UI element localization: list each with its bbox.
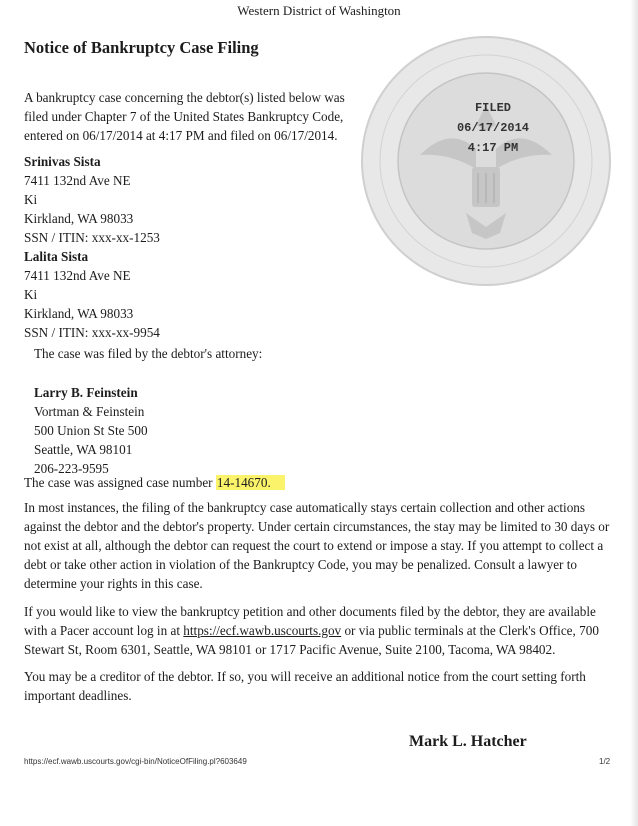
- attorney-name: Larry B. Feinstein: [34, 385, 138, 400]
- attorney-street: 500 Union St Ste 500: [34, 423, 148, 438]
- pacer-text-after: or via public terminals at the Clerk's Office, 700 Stewart St, Room 6301, Seattle, WA 98101 or 1717 Pacific Avenue, Suite 2100, Tacoma, WA 98402.: [24, 623, 599, 657]
- clerk-signature: Mark L. Hatcher: [409, 733, 527, 750]
- intro-paragraph: A bankruptcy case concerning the debtor(s) listed below was filed under Chapter 7 of the United States Bankruptcy Code, entered on 06/17/2014 at 4:17 PM and filed on 06/17/2014.: [24, 90, 345, 143]
- stay-paragraph: In most instances, the filing of the bankruptcy case automatically stays certain collection and other actions against the debtor and the debtor's property. Under certain circumstances, the stay may be limited to 30 days or not exist at all, although the debtor can request the court to extend or impose a stay. If you attempt to collect a debt or take other action in violation of the Bankruptcy Code, you may be penalized. Consult a lawyer to determine your rights in this case.: [24, 500, 610, 591]
- pacer-text-before: If you would like to view the bankruptcy petition and other documents filed by the debtor, they are available with a Pacer account log in at: [24, 604, 596, 638]
- attorney-intro: The case was filed by the debtor's attorney:: [34, 346, 263, 361]
- debtor-block: [24, 247, 160, 342]
- page-number: 1/2: [599, 757, 611, 766]
- notice-title: Notice of Bankruptcy Case Filing: [24, 38, 259, 57]
- debtor-address-line2: Ki: [24, 192, 38, 207]
- debtor-address-line2: Ki: [24, 287, 38, 302]
- creditor-paragraph: You may be a creditor of the debtor. If so, you will receive an additional notice from the court setting forth important deadlines.: [24, 669, 586, 703]
- footer-url: https://ecf.wawb.uscourts.gov/cgi-bin/NoticeOfFiling.pl?603649: [24, 757, 247, 766]
- debtor-street: 7411 132nd Ave NE: [24, 268, 131, 283]
- case-number: 14-14670.: [216, 475, 285, 490]
- pacer-paragraph: [24, 602, 614, 659]
- debtor-name: Lalita Sista: [24, 249, 89, 264]
- debtor-block: [24, 152, 160, 247]
- debtor-city: Kirkland, WA 98033: [24, 211, 134, 226]
- stamp-date: 06/17/2014: [456, 121, 529, 135]
- case-number-prefix: The case was assigned case number: [24, 475, 213, 490]
- attorney-phone: 206-223-9595: [34, 461, 109, 476]
- attorney-city: Seattle, WA 98101: [34, 442, 133, 457]
- scan-edge-shadow: [630, 0, 638, 826]
- case-number-line: [24, 475, 285, 491]
- debtor-city: Kirkland, WA 98033: [24, 306, 134, 321]
- court-district: Western District of Washington: [237, 3, 401, 18]
- filed-stamp: [428, 98, 558, 158]
- debtor-ssn: SSN / ITIN: xxx-xx-1253: [24, 230, 160, 245]
- court-seal-icon: [360, 35, 612, 287]
- debtor-ssn: SSN / ITIN: xxx-xx-9954: [24, 325, 160, 340]
- stamp-time: 4:17 PM: [467, 141, 519, 155]
- pacer-link[interactable]: https://ecf.wawb.uscourts.gov: [183, 623, 342, 638]
- attorney-block: [34, 383, 148, 478]
- debtor-name: Srinivas Sista: [24, 154, 101, 169]
- attorney-firm: Vortman & Feinstein: [34, 404, 145, 419]
- debtor-street: 7411 132nd Ave NE: [24, 173, 131, 188]
- stamp-filed: FILED: [474, 101, 511, 115]
